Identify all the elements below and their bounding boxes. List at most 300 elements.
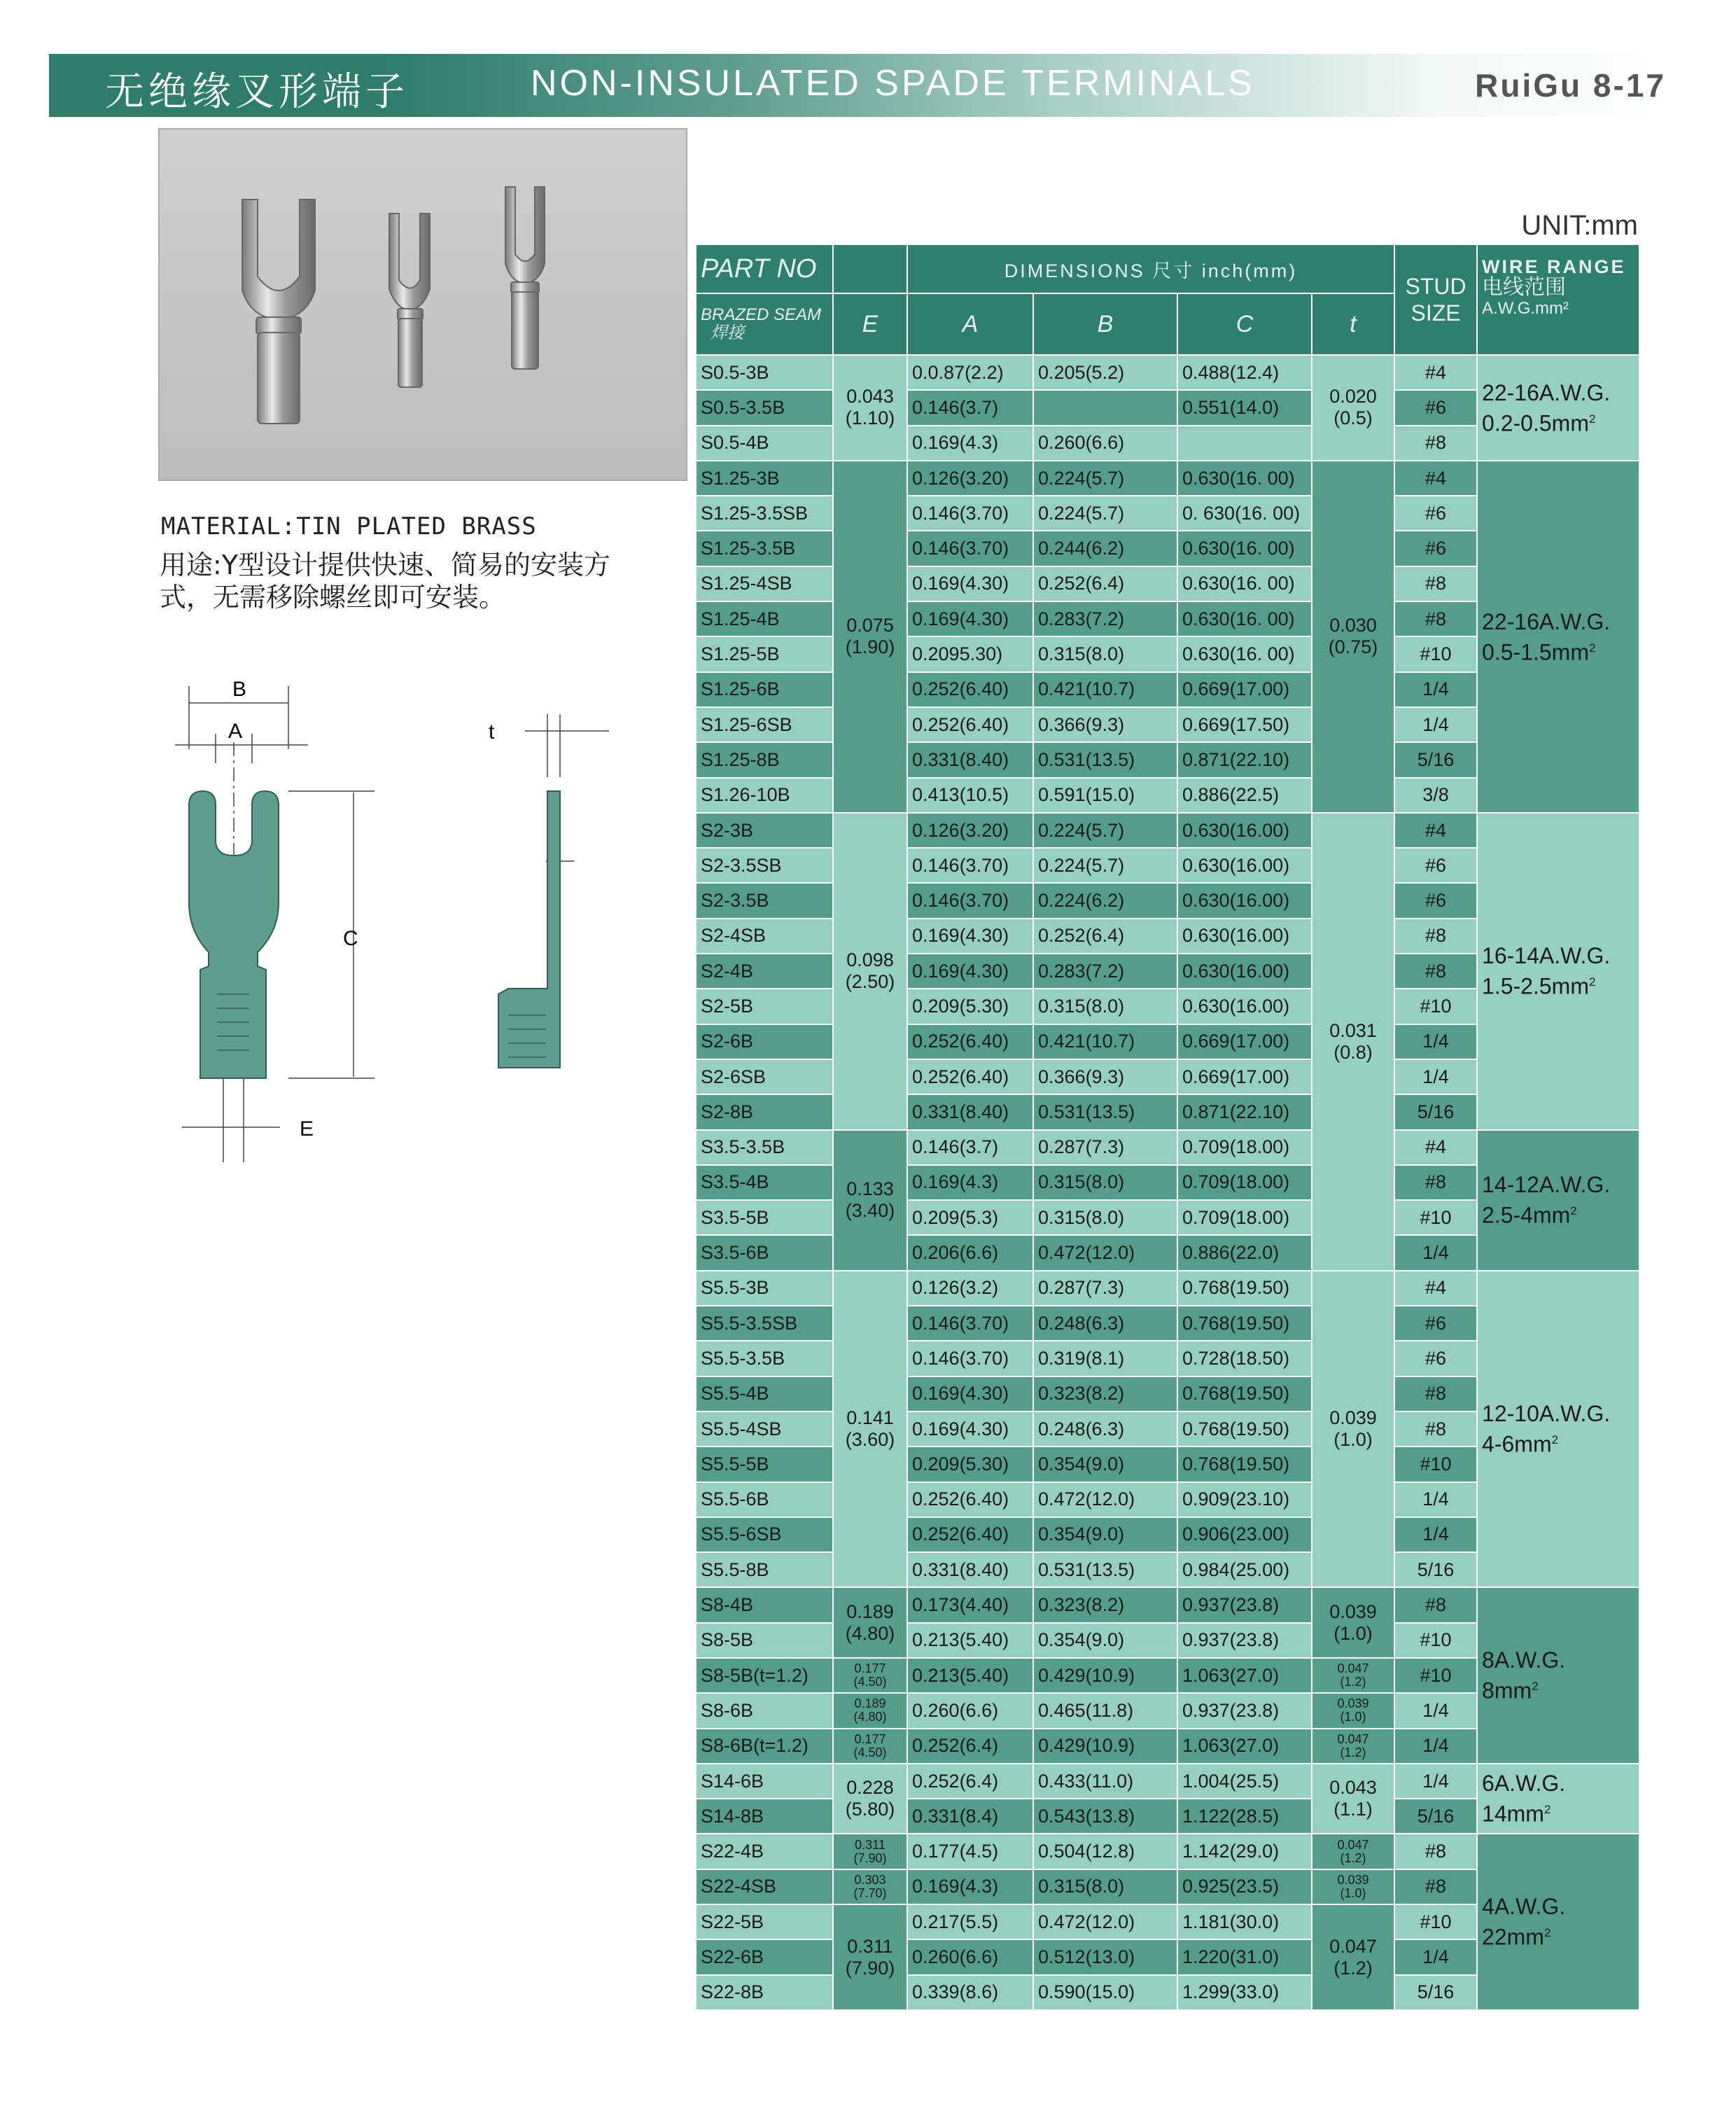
dimension-label-e: E bbox=[300, 1117, 314, 1141]
dim-a-cell: 0.173(4.40) bbox=[907, 1587, 1033, 1622]
e-group-cell bbox=[833, 1693, 907, 1728]
stud-size-cell: 1/4 bbox=[1394, 1729, 1477, 1764]
dim-a-cell: 0.146(3.70) bbox=[907, 883, 1033, 918]
header-a: A bbox=[907, 293, 1033, 355]
part-number-cell: S1.26-10B bbox=[696, 778, 833, 813]
e-value-mm: (4.80) bbox=[853, 1710, 887, 1724]
e-value-inch: 0.228 bbox=[846, 1777, 894, 1799]
dim-a-cell: 0.213(5.40) bbox=[907, 1658, 1033, 1693]
dim-a-cell: 0.331(8.40) bbox=[907, 1094, 1033, 1129]
dim-c-cell: 0.630(16. 00) bbox=[1177, 566, 1312, 601]
title-english: NON-INSULATED SPADE TERMINALS bbox=[531, 63, 1255, 104]
wire-range-awg: 14-12A.W.G. bbox=[1482, 1172, 1611, 1198]
e-group-cell bbox=[833, 1130, 907, 1271]
dim-b-cell: 0.283(7.2) bbox=[1033, 954, 1177, 989]
dim-b-cell: 0.323(8.2) bbox=[1033, 1376, 1177, 1411]
wire-range-cell bbox=[1477, 1271, 1639, 1588]
stud-size-cell: #8 bbox=[1394, 1165, 1477, 1200]
part-number-cell: S2-6B bbox=[696, 1024, 833, 1059]
dim-c-cell: 0.630(16.00) bbox=[1177, 848, 1312, 883]
t-value-inch: 0.039 bbox=[1337, 1696, 1369, 1711]
dim-c-cell: 0.630(16. 00) bbox=[1177, 601, 1312, 636]
side-view-drawing bbox=[483, 714, 623, 1106]
e-value-inch: 0.177 bbox=[854, 1661, 886, 1676]
stud-size-cell: 1/4 bbox=[1394, 1235, 1477, 1270]
part-number-cell: S5.5-6B bbox=[696, 1482, 833, 1517]
t-value-mm: (1.2) bbox=[1340, 1850, 1366, 1865]
stud-size-cell: #10 bbox=[1394, 1904, 1477, 1939]
stud-size-cell: #8 bbox=[1394, 1411, 1477, 1446]
stud-size-cell: 5/16 bbox=[1394, 1799, 1477, 1834]
dim-b-cell: 0.319(8.1) bbox=[1033, 1341, 1177, 1376]
e-value-inch: 0.311 bbox=[855, 1837, 886, 1852]
dim-c-cell: 0.669(17.50) bbox=[1177, 707, 1312, 742]
wire-range-mm2-text: 8mm bbox=[1482, 1678, 1532, 1703]
dim-b-cell: 0.283(7.2) bbox=[1033, 601, 1177, 636]
wire-range-awg: 6A.W.G. bbox=[1482, 1771, 1566, 1797]
e-value-mm: (1.90) bbox=[845, 636, 895, 658]
stud-size-cell: 3/8 bbox=[1394, 778, 1477, 813]
part-number-cell: S8-4B bbox=[696, 1587, 833, 1622]
part-number-cell: S3.5-5B bbox=[696, 1200, 833, 1235]
dim-a-cell: 0.169(4.30) bbox=[907, 601, 1033, 636]
wire-range-awg: 16-14A.W.G. bbox=[1482, 943, 1611, 969]
e-value-inch: 0.311 bbox=[847, 1935, 893, 1957]
e-value-mm: (3.60) bbox=[845, 1429, 895, 1451]
part-number-cell: S5.5-5B bbox=[696, 1446, 833, 1481]
dim-a-cell: 0.339(8.6) bbox=[907, 1975, 1033, 2010]
stud-size-cell: #6 bbox=[1394, 1306, 1477, 1341]
stud-size-cell: #10 bbox=[1394, 1200, 1477, 1235]
stud-size-cell: #10 bbox=[1394, 1658, 1477, 1693]
dim-c-cell: 0.937(23.8) bbox=[1177, 1623, 1312, 1658]
dim-c-cell: 0.630(16. 00) bbox=[1177, 531, 1312, 566]
part-number-cell: S5.5-3B bbox=[696, 1271, 833, 1306]
dim-b-cell: 0.531(13.5) bbox=[1033, 1552, 1177, 1587]
dim-c-cell: 0.630(16.00) bbox=[1177, 954, 1312, 989]
t-value-inch: 0.030 bbox=[1329, 615, 1377, 636]
header-e: E bbox=[833, 293, 907, 355]
dim-a-cell: 0.169(4.3) bbox=[907, 1165, 1033, 1200]
dim-b-cell: 0.543(13.8) bbox=[1033, 1799, 1177, 1834]
e-value-inch: 0.141 bbox=[846, 1407, 894, 1429]
dimension-label-a: A bbox=[228, 720, 243, 743]
e-group-cell bbox=[833, 1869, 907, 1904]
t-group-cell bbox=[1312, 1587, 1394, 1658]
dim-a-cell: 0.260(6.6) bbox=[907, 1939, 1033, 1974]
part-number-cell: S22-6B bbox=[696, 1939, 833, 1974]
t-group-cell bbox=[1312, 1834, 1394, 1869]
t-value-inch: 0.031 bbox=[1329, 1019, 1377, 1041]
stud-size-cell: #10 bbox=[1394, 636, 1477, 671]
square-superscript: 2 bbox=[1544, 1803, 1551, 1817]
t-value-inch: 0.039 bbox=[1329, 1407, 1377, 1429]
square-superscript: 2 bbox=[1532, 1680, 1539, 1694]
e-value-mm: (4.50) bbox=[853, 1675, 887, 1689]
square-superscript: 2 bbox=[1588, 975, 1596, 989]
wire-range-mm2-text: 22mm bbox=[1482, 1925, 1544, 1951]
part-number-cell: S2-6SB bbox=[696, 1059, 833, 1094]
e-value-mm: (7.90) bbox=[853, 1850, 887, 1865]
usage-text: 用途:Y型设计提供快速、简易的安装方式，无需移除螺丝即可安装。 bbox=[160, 550, 611, 613]
part-number-cell: S8-5B(t=1.2) bbox=[696, 1658, 833, 1693]
wire-range-cell bbox=[1477, 1834, 1639, 2009]
wire-range-mm2 bbox=[1482, 969, 1634, 1000]
stud-size-cell: #4 bbox=[1394, 1130, 1477, 1165]
stud-size-cell: #8 bbox=[1394, 601, 1477, 636]
stud-size-cell: #4 bbox=[1394, 1271, 1477, 1306]
dim-c-cell: 0.728(18.50) bbox=[1177, 1341, 1312, 1376]
dim-b-cell: 0.591(15.0) bbox=[1033, 778, 1177, 813]
stud-size-cell: #8 bbox=[1394, 1834, 1477, 1869]
part-number-cell: S1.25-3B bbox=[696, 461, 833, 496]
dim-b-cell: 0.421(10.7) bbox=[1033, 1024, 1177, 1059]
wire-range-awg: 12-10A.W.G. bbox=[1482, 1401, 1611, 1427]
e-value-mm: (5.80) bbox=[845, 1799, 895, 1820]
e-group-cell bbox=[833, 1904, 907, 2010]
dim-a-cell: 0.209(5.3) bbox=[907, 1200, 1033, 1235]
dim-c-cell: 1.220(31.0) bbox=[1177, 1939, 1312, 1974]
stud-size-cell: 5/16 bbox=[1394, 742, 1477, 777]
e-value-inch: 0.189 bbox=[846, 1601, 894, 1622]
wire-range-awg: 22-16A.W.G. bbox=[1482, 379, 1611, 405]
part-number-cell: S5.5-3.5SB bbox=[696, 1306, 833, 1341]
dim-c-cell: 0.906(23.00) bbox=[1177, 1517, 1312, 1552]
t-group-cell bbox=[1312, 1271, 1394, 1588]
stud-size-cell: #6 bbox=[1394, 496, 1477, 531]
header-brazed-seam: BRAZED SEAM 焊接 bbox=[696, 293, 833, 355]
wire-range-cell bbox=[1477, 1130, 1639, 1271]
dim-c-cell: 0.488(12.4) bbox=[1177, 355, 1312, 390]
dim-b-cell: 0.429(10.9) bbox=[1033, 1658, 1177, 1693]
dim-a-cell: 0.2095.30) bbox=[907, 636, 1033, 671]
part-number-cell: S1.25-3.5B bbox=[696, 531, 833, 566]
part-number-cell: S2-4B bbox=[696, 954, 833, 989]
stud-size-cell: #6 bbox=[1394, 1341, 1477, 1376]
dim-c-cell bbox=[1177, 426, 1312, 461]
dim-c-cell: 0.886(22.5) bbox=[1177, 778, 1312, 813]
part-number-cell: S2-3.5SB bbox=[696, 848, 833, 883]
t-value-mm: (1.0) bbox=[1334, 1429, 1373, 1451]
dim-c-cell: 0.937(23.8) bbox=[1177, 1587, 1312, 1622]
part-number-cell: S1.25-3.5SB bbox=[696, 496, 833, 531]
dim-c-cell: 0.709(18.00) bbox=[1177, 1165, 1312, 1200]
brand-page-number: RuiGu 8-17 bbox=[1475, 67, 1666, 104]
t-group-cell bbox=[1312, 1904, 1394, 2010]
square-superscript: 2 bbox=[1551, 1433, 1559, 1447]
dim-b-cell: 0.224(5.7) bbox=[1033, 848, 1177, 883]
dim-c-cell: 0.630(16.00) bbox=[1177, 883, 1312, 918]
part-number-cell: S22-4B bbox=[696, 1834, 833, 1869]
wire-range-unit: A.W.G.mm² bbox=[1482, 299, 1569, 318]
dim-a-cell: 0.169(4.3) bbox=[907, 426, 1033, 461]
part-number-cell: S2-8B bbox=[696, 1094, 833, 1129]
part-number-cell: S8-6B(t=1.2) bbox=[696, 1729, 833, 1764]
wire-range-mm2 bbox=[1482, 1920, 1634, 1951]
stud-size-cell: 5/16 bbox=[1394, 1094, 1477, 1129]
part-number-cell: S1.25-6SB bbox=[696, 707, 833, 742]
t-value-mm: (1.0) bbox=[1340, 1885, 1366, 1900]
t-value-inch: 0.047 bbox=[1337, 1837, 1369, 1852]
square-superscript: 2 bbox=[1588, 412, 1596, 426]
dim-a-cell: 0.252(6.40) bbox=[907, 1024, 1033, 1059]
dim-b-cell: 0.287(7.3) bbox=[1033, 1130, 1177, 1165]
wire-range-cn: 电线范围 bbox=[1482, 276, 1567, 299]
dim-a-cell: 0.331(8.4) bbox=[907, 1799, 1033, 1834]
stud-size-cell: #10 bbox=[1394, 1446, 1477, 1481]
dim-c-cell: 0.669(17.00) bbox=[1177, 1024, 1312, 1059]
dim-a-cell: 0.252(6.4) bbox=[907, 1764, 1033, 1799]
wire-range-mm2 bbox=[1482, 635, 1634, 666]
dim-a-cell: 0.169(4.30) bbox=[907, 954, 1033, 989]
part-number-cell: S5.5-6SB bbox=[696, 1517, 833, 1552]
dim-a-cell: 0.217(5.5) bbox=[907, 1904, 1033, 1939]
wire-range-mm2-text: 2.5-4mm bbox=[1482, 1202, 1571, 1228]
e-value-inch: 0.075 bbox=[846, 615, 894, 636]
stud-size-cell: #8 bbox=[1394, 954, 1477, 989]
dim-a-cell: 0.252(6.40) bbox=[907, 707, 1033, 742]
part-number-cell: S1.25-6B bbox=[696, 672, 833, 707]
wire-range-awg: 8A.W.G. bbox=[1482, 1647, 1566, 1673]
square-superscript: 2 bbox=[1588, 641, 1596, 655]
part-number-cell: S5.5-3.5B bbox=[696, 1341, 833, 1376]
e-group-cell bbox=[833, 1834, 907, 1869]
dim-c-cell: 0.984(25.00) bbox=[1177, 1552, 1312, 1587]
e-value-mm: (2.50) bbox=[845, 971, 895, 993]
part-number-cell: S22-4SB bbox=[696, 1869, 833, 1904]
part-number-cell: S2-5B bbox=[696, 989, 833, 1024]
e-group-cell bbox=[833, 355, 907, 461]
part-number-cell: S2-3.5B bbox=[696, 883, 833, 918]
dim-a-cell: 0.0.87(2.2) bbox=[907, 355, 1033, 390]
unit-label: UNIT:mm bbox=[1521, 210, 1638, 241]
dim-a-cell: 0.206(6.6) bbox=[907, 1235, 1033, 1270]
part-number-cell: S0.5-3.5B bbox=[696, 390, 833, 425]
dim-c-cell: 0.886(22.0) bbox=[1177, 1235, 1312, 1270]
dim-a-cell: 0.213(5.40) bbox=[907, 1623, 1033, 1658]
stud-size-cell: 1/4 bbox=[1394, 707, 1477, 742]
dim-b-cell: 0.205(5.2) bbox=[1033, 355, 1177, 390]
t-group-cell bbox=[1312, 1764, 1394, 1834]
stud-size-cell: 1/4 bbox=[1394, 1482, 1477, 1517]
dim-c-cell: 0.925(23.5) bbox=[1177, 1869, 1312, 1904]
part-number-cell: S14-8B bbox=[696, 1799, 833, 1834]
wire-range-cell bbox=[1477, 461, 1639, 813]
dim-b-cell: 0.244(6.2) bbox=[1033, 531, 1177, 566]
e-group-cell bbox=[833, 1587, 907, 1658]
front-view-drawing bbox=[175, 672, 358, 1162]
dim-b-cell: 0.287(7.3) bbox=[1033, 1271, 1177, 1306]
e-group-cell bbox=[833, 461, 907, 813]
dim-c-cell: 0.630(16.00) bbox=[1177, 813, 1312, 848]
stud-size-cell: #6 bbox=[1394, 883, 1477, 918]
t-value-mm: (1.0) bbox=[1340, 1710, 1366, 1724]
part-number-cell: S1.25-4B bbox=[696, 601, 833, 636]
part-number-cell: S8-6B bbox=[696, 1693, 833, 1728]
dim-b-cell bbox=[1033, 390, 1177, 425]
part-number-cell: S8-5B bbox=[696, 1623, 833, 1658]
dim-a-cell: 0.146(3.70) bbox=[907, 848, 1033, 883]
stud-size-cell: #4 bbox=[1394, 355, 1477, 390]
part-number-cell: S0.5-4B bbox=[696, 426, 833, 461]
dim-b-cell: 0.248(6.3) bbox=[1033, 1306, 1177, 1341]
e-value-mm: (3.40) bbox=[845, 1200, 895, 1222]
dim-c-cell: 0.709(18.00) bbox=[1177, 1130, 1312, 1165]
stud-size-cell: 1/4 bbox=[1394, 1517, 1477, 1552]
header-c: C bbox=[1177, 293, 1312, 355]
table-row bbox=[696, 1130, 1639, 1165]
dim-c-cell: 0.937(23.8) bbox=[1177, 1693, 1312, 1728]
wire-range-mm2 bbox=[1482, 1198, 1634, 1229]
e-group-cell bbox=[833, 1729, 907, 1764]
dim-b-cell: 0.224(5.7) bbox=[1033, 496, 1177, 531]
dim-b-cell: 0.315(8.0) bbox=[1033, 1869, 1177, 1904]
e-value-mm: (7.90) bbox=[845, 1957, 895, 1979]
part-number-cell: S0.5-3B bbox=[696, 355, 833, 390]
wire-range-cell bbox=[1477, 1764, 1639, 1834]
dim-a-cell: 0.126(3.20) bbox=[907, 461, 1033, 496]
square-superscript: 2 bbox=[1570, 1204, 1577, 1218]
stud-size-cell: #4 bbox=[1394, 461, 1477, 496]
t-value-inch: 0.020 bbox=[1329, 386, 1377, 407]
dim-a-cell: 0.146(3.7) bbox=[907, 390, 1033, 425]
wire-range-awg: 22-16A.W.G. bbox=[1482, 608, 1611, 634]
part-number-cell: S2-3B bbox=[696, 813, 833, 848]
stud-size-cell: 5/16 bbox=[1394, 1975, 1477, 2010]
e-group-cell bbox=[833, 1658, 907, 1693]
dim-c-cell: 1.004(25.5) bbox=[1177, 1764, 1312, 1799]
dim-a-cell: 0.146(3.70) bbox=[907, 1341, 1033, 1376]
wire-range-en: WIRE RANGE bbox=[1482, 256, 1626, 277]
dim-b-cell: 0.252(6.4) bbox=[1033, 566, 1177, 601]
dimension-label-t: t bbox=[489, 720, 495, 744]
stud-size-cell: #6 bbox=[1394, 848, 1477, 883]
spec-table bbox=[695, 244, 1640, 2011]
t-value-mm: (0.5) bbox=[1334, 407, 1373, 429]
stud-size-cell: #8 bbox=[1394, 1587, 1477, 1622]
dim-b-cell: 0.366(9.3) bbox=[1033, 707, 1177, 742]
dim-b-cell: 0.504(12.8) bbox=[1033, 1834, 1177, 1869]
dim-b-cell: 0.531(13.5) bbox=[1033, 742, 1177, 777]
dim-c-cell: 1.063(27.0) bbox=[1177, 1729, 1312, 1764]
part-number-cell: S5.5-4SB bbox=[696, 1411, 833, 1446]
dim-c-cell: 0.630(16. 00) bbox=[1177, 636, 1312, 671]
t-group-cell bbox=[1312, 461, 1394, 813]
table-row bbox=[696, 813, 1639, 848]
wire-range-mm2 bbox=[1482, 1427, 1634, 1458]
stud-size-cell: 1/4 bbox=[1394, 1693, 1477, 1728]
dimension-label-b: B bbox=[232, 678, 247, 701]
wire-range-mm2-text: 1.5-2.5mm bbox=[1482, 974, 1589, 1000]
stud-size-cell: 1/4 bbox=[1394, 1059, 1477, 1094]
dim-b-cell: 0.315(8.0) bbox=[1033, 1200, 1177, 1235]
dim-c-cell: 0.709(18.00) bbox=[1177, 1200, 1312, 1235]
table-row bbox=[696, 1587, 1639, 1622]
dim-c-cell: 1.181(30.0) bbox=[1177, 1904, 1312, 1939]
dim-a-cell: 0.146(3.7) bbox=[907, 1130, 1033, 1165]
header-wire-range bbox=[1477, 244, 1639, 355]
part-number-cell: S1.25-8B bbox=[696, 742, 833, 777]
t-value-mm: (1.0) bbox=[1334, 1622, 1373, 1644]
stud-size-cell: #6 bbox=[1394, 390, 1477, 425]
table-row bbox=[696, 1764, 1639, 1799]
wire-range-mm2-text: 14mm bbox=[1482, 1801, 1544, 1827]
t-group-cell bbox=[1312, 1658, 1394, 1693]
dim-b-cell: 0.531(13.5) bbox=[1033, 1094, 1177, 1129]
part-number-cell: S3.5-6B bbox=[696, 1235, 833, 1270]
dim-c-cell: 1.063(27.0) bbox=[1177, 1658, 1312, 1693]
dim-c-cell: 1.142(29.0) bbox=[1177, 1834, 1312, 1869]
header-part-no: PART NO bbox=[696, 244, 833, 293]
wire-range-mm2-text: 0.5-1.5mm bbox=[1482, 639, 1589, 665]
dim-c-cell: 1.299(33.0) bbox=[1177, 1975, 1312, 2010]
dim-c-cell: 0.871(22.10) bbox=[1177, 742, 1312, 777]
dim-c-cell: 0.768(19.50) bbox=[1177, 1376, 1312, 1411]
dim-c-cell: 0.768(19.50) bbox=[1177, 1446, 1312, 1481]
stud-size-cell: #8 bbox=[1394, 919, 1477, 954]
e-value-mm: (4.80) bbox=[845, 1622, 895, 1644]
e-value-inch: 0.177 bbox=[854, 1731, 886, 1746]
t-value-inch: 0.043 bbox=[1329, 1777, 1377, 1799]
wire-range-cell bbox=[1477, 1587, 1639, 1763]
dim-c-cell: 1.122(28.5) bbox=[1177, 1799, 1312, 1834]
dim-c-cell: 0.630(16.00) bbox=[1177, 989, 1312, 1024]
t-group-cell bbox=[1312, 813, 1394, 1271]
t-group-cell bbox=[1312, 355, 1394, 461]
table-row bbox=[696, 1834, 1639, 1869]
stud-size-cell: 1/4 bbox=[1394, 672, 1477, 707]
dim-b-cell: 0.354(9.0) bbox=[1033, 1623, 1177, 1658]
t-value-inch: 0.047 bbox=[1337, 1731, 1369, 1746]
t-value-mm: (0.8) bbox=[1334, 1041, 1373, 1063]
dim-c-cell: 0.909(23.10) bbox=[1177, 1482, 1312, 1517]
t-group-cell bbox=[1312, 1729, 1394, 1764]
dim-a-cell: 0.252(6.40) bbox=[907, 672, 1033, 707]
part-number-cell: S3.5-3.5B bbox=[696, 1130, 833, 1165]
dim-b-cell: 0.366(9.3) bbox=[1033, 1059, 1177, 1094]
e-value-mm: (7.70) bbox=[853, 1885, 887, 1900]
dim-b-cell: 0.421(10.7) bbox=[1033, 672, 1177, 707]
e-value-mm: (1.10) bbox=[845, 407, 895, 429]
table-row bbox=[696, 1271, 1639, 1306]
dim-a-cell: 0.209(5.30) bbox=[907, 1446, 1033, 1481]
dim-a-cell: 0.169(4.30) bbox=[907, 566, 1033, 601]
dim-c-cell: 0.768(19.50) bbox=[1177, 1271, 1312, 1306]
stud-size-cell: #6 bbox=[1394, 531, 1477, 566]
wire-range-mm2 bbox=[1482, 1797, 1634, 1827]
dim-a-cell: 0.331(8.40) bbox=[907, 742, 1033, 777]
dim-c-cell: 0.630(16. 00) bbox=[1177, 461, 1312, 496]
dim-b-cell: 0.260(6.6) bbox=[1033, 426, 1177, 461]
table-row bbox=[696, 461, 1639, 496]
dim-a-cell: 0.169(4.30) bbox=[907, 919, 1033, 954]
product-photo bbox=[158, 128, 687, 481]
stud-size-cell: #8 bbox=[1394, 566, 1477, 601]
t-value-inch: 0.047 bbox=[1329, 1935, 1377, 1957]
material-text: MATERIAL:TIN PLATED BRASS bbox=[161, 512, 537, 541]
dim-c-cell: 0. 630(16. 00) bbox=[1177, 496, 1312, 531]
dim-c-cell: 0.768(19.50) bbox=[1177, 1306, 1312, 1341]
stud-size-cell: #8 bbox=[1394, 426, 1477, 461]
e-value-mm: (4.50) bbox=[853, 1745, 887, 1759]
wire-range-awg: 4A.W.G. bbox=[1482, 1894, 1566, 1920]
dim-a-cell: 0.252(6.4) bbox=[907, 1729, 1033, 1764]
dim-c-cell: 0.669(17.00) bbox=[1177, 1059, 1312, 1094]
dim-a-cell: 0.260(6.6) bbox=[907, 1693, 1033, 1728]
wire-range-mm2-text: 0.2-0.5mm bbox=[1482, 410, 1589, 436]
dim-a-cell: 0.126(3.20) bbox=[907, 813, 1033, 848]
dim-b-cell: 0.252(6.4) bbox=[1033, 919, 1177, 954]
